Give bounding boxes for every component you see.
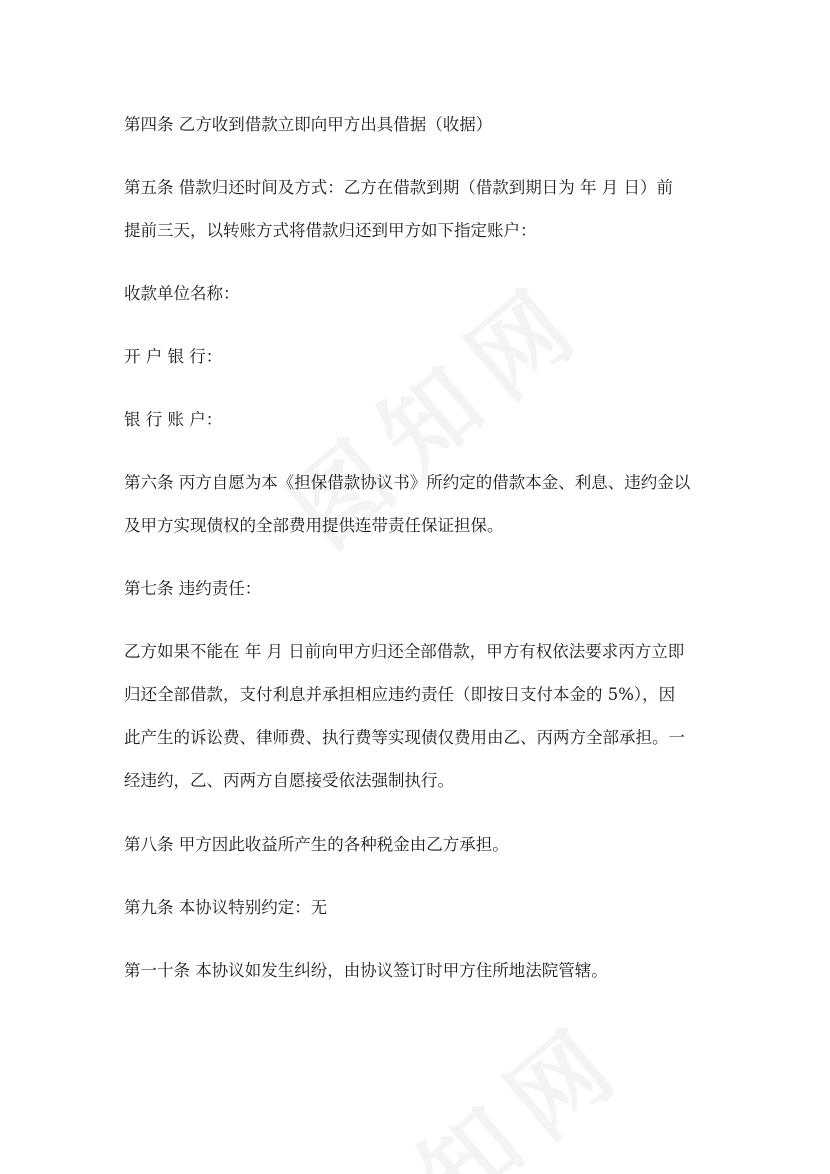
article-6-line-1: 第六条 丙方自愿为本《担保借款协议书》所约定的借款本金、利息、违约金以 [124, 473, 691, 492]
article-8: 第八条 甲方因此收益所产生的各种税金由乙方承担。 [124, 835, 509, 854]
bank-name-field: 开 户 银 行： [124, 347, 223, 366]
article-7-line-1: 乙方如果不能在 年 月 日前向甲方归还全部借款，甲方有权依法要求丙方立即 [124, 642, 685, 661]
article-7-line-3: 此产生的诉讼费、律师费、执行费等实现债仅费用由乙、丙两方全部承担。一 [124, 728, 685, 747]
article-4: 第四条 乙方收到借款立即向甲方出具借据（收据） [124, 115, 493, 134]
article-5-line-2: 提前三天，以转账方式将借款归还到甲方如下指定账户： [124, 221, 537, 240]
watermark-bottom [297, 984, 652, 1174]
article-7-heading: 第七条 违约责任： [124, 579, 262, 598]
bank-account-field: 银 行 账 户： [124, 410, 223, 429]
article-7-line-4: 经违约，乙、丙两方自愿接受依法强制执行。 [124, 771, 454, 790]
payee-name-field: 收款单位名称： [124, 284, 240, 303]
article-10: 第一十条 本协议如发生纠纷，由协议签订时甲方住所地法院管辖。 [124, 961, 608, 980]
article-7-line-2: 归还全部借款，支付利息并承担相应违约责任（即按日支付本金的 5%），因 [124, 685, 676, 704]
article-6-line-2: 及甲方实现债权的全部费用提供连带责任保证担保。 [124, 516, 504, 535]
article-9: 第九条 本协议特别约定：无 [124, 898, 328, 917]
article-5-line-1: 第五条 借款归还时间及方式：乙方在借款到期（借款到期日为 年 月 日）前 [124, 178, 673, 197]
